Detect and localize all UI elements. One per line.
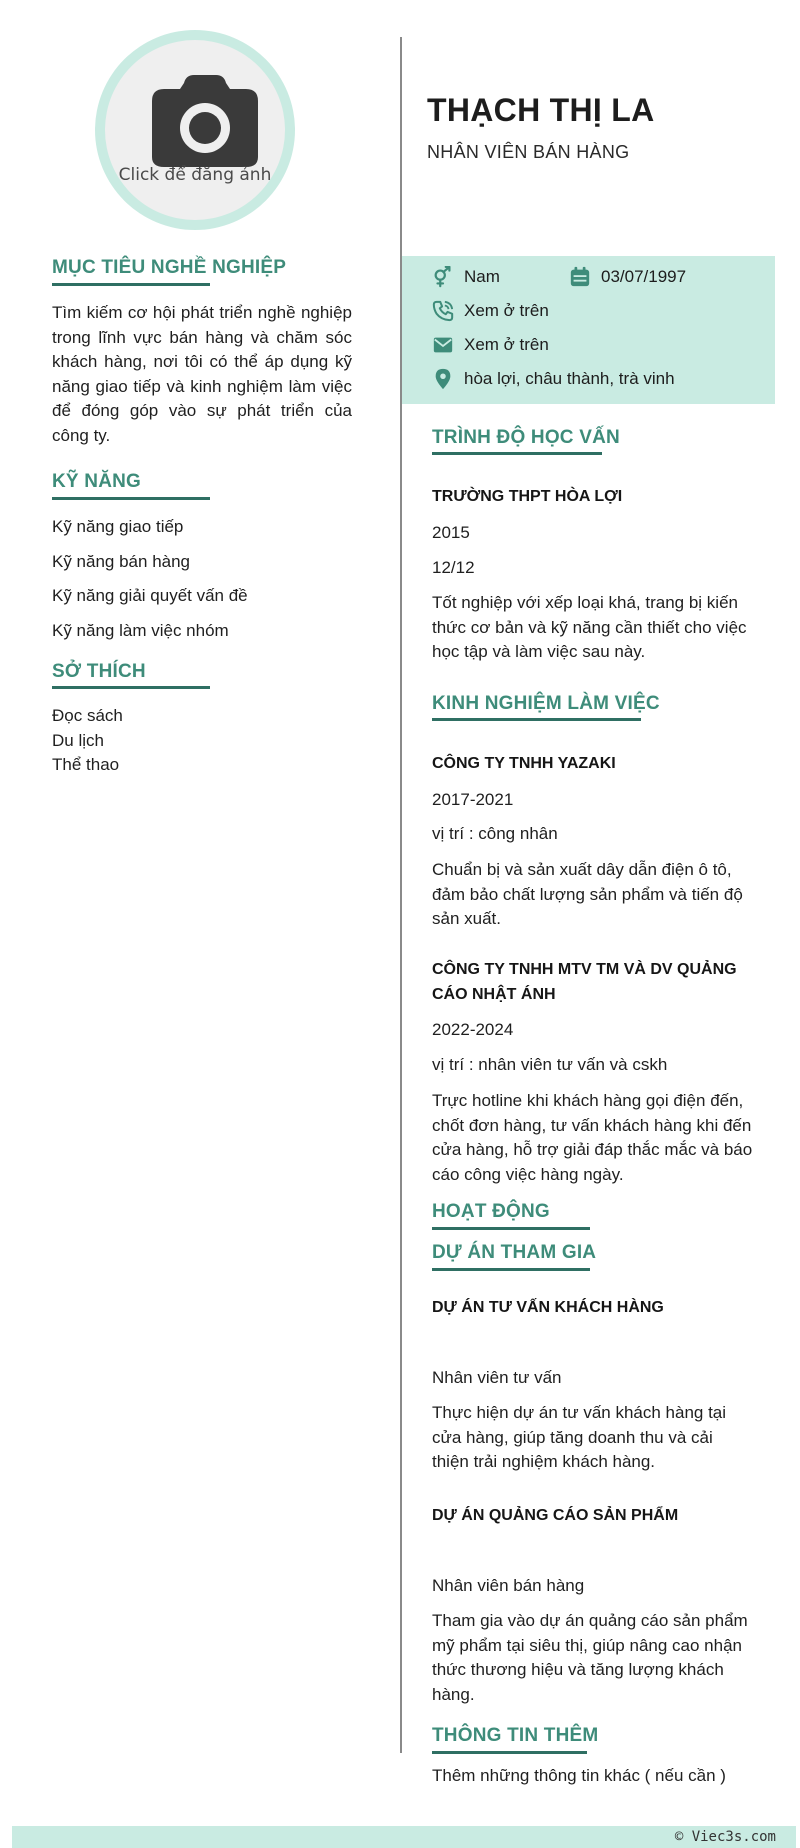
extra-info-underline xyxy=(432,1751,587,1754)
job-company[interactable]: CÔNG TY TNHH MTV TM VÀ DV QUẢNG CÁO NHẬT ÁNH xyxy=(432,961,737,1003)
objective-underline xyxy=(52,283,210,286)
contact-dob[interactable] xyxy=(569,266,686,288)
experience-heading[interactable]: KINH NGHIỆM LÀM VIỆC xyxy=(432,693,660,714)
education-underline xyxy=(432,452,602,455)
email-value: Xem ở trên xyxy=(464,335,549,354)
projects-underline xyxy=(432,1268,590,1271)
gender-icon xyxy=(432,266,454,288)
extra-info-heading[interactable]: THÔNG TIN THÊM xyxy=(432,1725,599,1746)
footer-credit: © Viec3s.com xyxy=(674,1829,776,1845)
project-role[interactable]: Nhân viên tư vấn xyxy=(432,1368,562,1387)
dob-value: 03/07/1997 xyxy=(601,267,687,286)
job-role[interactable]: vị trí : công nhân xyxy=(432,824,558,843)
address-value: hòa lợi, châu thành, trà vinh xyxy=(464,369,675,388)
project-role[interactable]: Nhân viên bán hàng xyxy=(432,1576,585,1595)
avatar-placeholder[interactable] xyxy=(105,40,285,220)
candidate-position[interactable]: NHÂN VIÊN BÁN HÀNG xyxy=(427,142,630,162)
skill-item[interactable]: Kỹ năng giao tiếp xyxy=(52,517,184,536)
education-grade[interactable]: 12/12 xyxy=(432,558,475,577)
job-period[interactable]: 2022-2024 xyxy=(432,1020,514,1039)
job-role[interactable]: vị trí : nhân viên tư vấn và cskh xyxy=(432,1055,668,1074)
objective-text[interactable]: Tìm kiếm cơ hội phát triển nghề nghiệp trong lĩnh vực bán hàng và chăm sóc khách hàng, nơi tôi có thể áp dụng kỹ năng giao tiếp và kinh nghiệm làm việc để đóng góp vào sự phát triển của công ty. xyxy=(52,303,352,445)
education-description[interactable]: Tốt nghiệp với xếp loại khá, trang bị kiến thức cơ bản và kỹ năng cần thiết cho việc học tập và làm việc sau này. xyxy=(432,593,747,662)
skills-underline xyxy=(52,497,210,500)
skill-item[interactable]: Kỹ năng giải quyết vấn đề xyxy=(52,586,248,606)
skill-item[interactable]: Kỹ năng bán hàng xyxy=(52,551,191,571)
education-school[interactable]: TRƯỜNG THPT HÒA LỢI xyxy=(432,488,623,505)
phone-value: Xem ở trên xyxy=(464,301,549,320)
avatar-upload[interactable] xyxy=(95,30,295,230)
hobbies-underline xyxy=(52,686,210,689)
camera-icon xyxy=(150,75,260,167)
experience-underline xyxy=(432,718,641,721)
candidate-name[interactable]: THẠCH THỊ LA xyxy=(427,92,655,128)
job-description[interactable]: Trực hotline khi khách hàng gọi điện đến, chốt đơn hàng, tư vấn khách hàng khi đến cửa hàng, hỗ trợ giải đáp thắc mắc và báo cáo công việc hàng ngày. xyxy=(432,1091,753,1184)
activities-heading[interactable]: HOẠT ĐỘNG xyxy=(432,1201,550,1222)
objective-heading[interactable]: MỤC TIÊU NGHỀ NGHIỆP xyxy=(52,257,287,278)
activities-underline xyxy=(432,1227,590,1230)
contact-panel xyxy=(402,256,775,404)
calendar-icon xyxy=(569,266,591,288)
extra-info-text[interactable]: Thêm những thông tin khác ( nếu cần ) xyxy=(432,1766,726,1785)
projects-heading[interactable]: DỰ ÁN THAM GIA xyxy=(432,1242,597,1263)
job-company[interactable]: CÔNG TY TNHH YAZAKI xyxy=(432,755,616,772)
hobbies-heading[interactable]: SỞ THÍCH xyxy=(52,661,146,682)
skill-item[interactable]: Kỹ năng làm việc nhóm xyxy=(52,620,229,640)
hobby-item[interactable]: Đọc sách xyxy=(52,706,123,725)
project-description[interactable]: Thực hiện dự án tư vấn khách hàng tại cửa hàng, giúp tăng doanh thu và cải thiện trải nghiệm khách hàng. xyxy=(432,1403,727,1472)
photo-caption[interactable]: Click để đăng ảnh xyxy=(118,165,272,185)
skills-list xyxy=(52,515,248,643)
hobby-item[interactable]: Du lịch xyxy=(52,730,104,750)
education-heading[interactable]: TRÌNH ĐỘ HỌC VẤN xyxy=(432,427,620,448)
contact-address[interactable] xyxy=(432,368,675,390)
contact-gender[interactable] xyxy=(432,266,500,288)
project-description[interactable]: Tham gia vào dự án quảng cáo sản phẩm mỹ phẩm tại siêu thị, giúp nâng cao nhận thức thương hiệu và tăng lượng khách hàng. xyxy=(432,1611,748,1704)
project-name[interactable]: DỰ ÁN QUẢNG CÁO SẢN PHẨM xyxy=(432,1507,679,1524)
hobby-item[interactable]: Thể thao xyxy=(52,755,120,775)
project-name[interactable]: DỰ ÁN TƯ VẤN KHÁCH HÀNG xyxy=(432,1299,664,1316)
hobbies-list xyxy=(52,704,123,778)
email-icon xyxy=(432,334,454,356)
gender-value: Nam xyxy=(464,267,500,286)
phone-icon xyxy=(432,300,454,322)
contact-phone[interactable] xyxy=(432,300,549,322)
footer-bar xyxy=(12,1826,796,1848)
skills-heading[interactable]: KỸ NĂNG xyxy=(52,471,142,492)
location-pin-icon xyxy=(432,368,454,390)
education-year[interactable]: 2015 xyxy=(432,523,470,542)
job-period[interactable]: 2017-2021 xyxy=(432,790,514,809)
job-description[interactable]: Chuẩn bị và sản xuất dây dẫn điện ô tô, đảm bảo chất lượng sản phẩm và tiến độ sản xuất. xyxy=(432,860,743,929)
contact-email[interactable] xyxy=(432,334,549,356)
